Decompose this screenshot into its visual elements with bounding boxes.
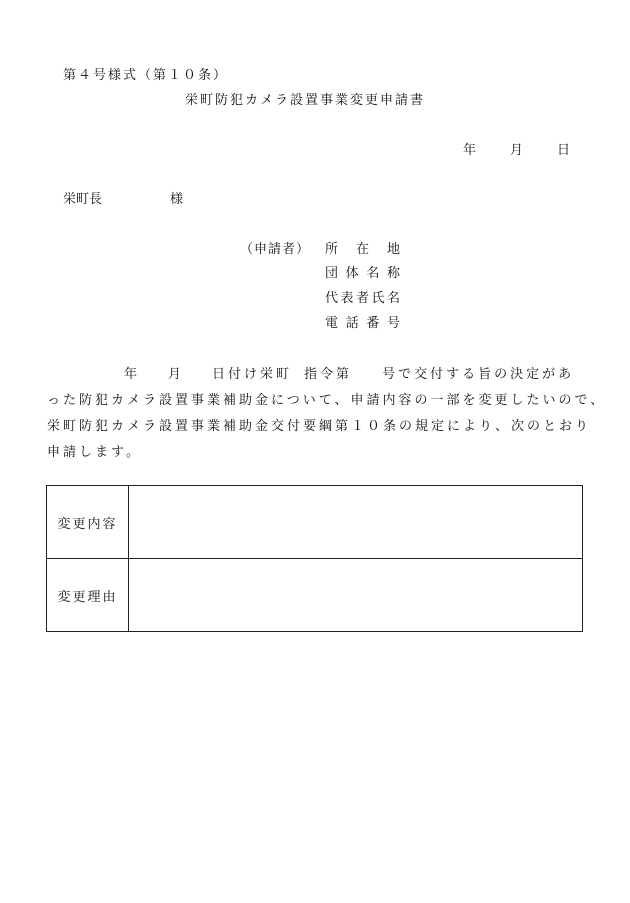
body-line-3: 栄町防犯カメラ設置事業補助金交付要綱第１０条の規定により、次のとおり	[47, 419, 592, 434]
applicant-representative-label: 代表者氏名	[325, 291, 400, 306]
change-reason-field[interactable]	[129, 559, 583, 632]
body-day-dated: 日付け栄町	[212, 367, 293, 382]
date-month-label: 月	[510, 143, 524, 158]
table-row-change-reason	[47, 559, 583, 632]
change-details-table	[46, 485, 583, 632]
body-year: 年	[124, 367, 141, 382]
addressee-honorific: 様	[170, 192, 184, 207]
document-title: 栄町防犯カメラ設置事業変更申請書	[185, 93, 426, 108]
date-year-label: 年	[463, 143, 477, 158]
body-line-4: 申請します。	[47, 445, 142, 460]
body-directive: 指令第	[304, 367, 353, 382]
table-row-change-content	[47, 486, 583, 559]
body-line-1	[47, 362, 587, 388]
application-body	[47, 362, 607, 466]
applicant-label: （申請者）	[240, 242, 311, 257]
applicant-group-name-label: 団体名称	[325, 266, 400, 281]
body-month: 月	[168, 367, 185, 382]
change-reason-label: 変更理由	[47, 559, 129, 632]
change-content-label: 変更内容	[47, 486, 129, 559]
applicant-address-label: 所在地	[325, 242, 400, 257]
change-content-field[interactable]	[129, 486, 583, 559]
form-number: 第４号様式（第１０条）	[63, 68, 229, 83]
applicant-phone-label: 電話番号	[325, 316, 400, 331]
body-line-2: った防犯カメラ設置事業補助金について、申請内容の一部を変更したいので、	[47, 393, 607, 408]
addressee-name: 栄町長	[63, 192, 103, 207]
date-day-label: 日	[557, 143, 571, 158]
body-line1-rest: 号で交付する旨の決定があ	[382, 367, 575, 382]
